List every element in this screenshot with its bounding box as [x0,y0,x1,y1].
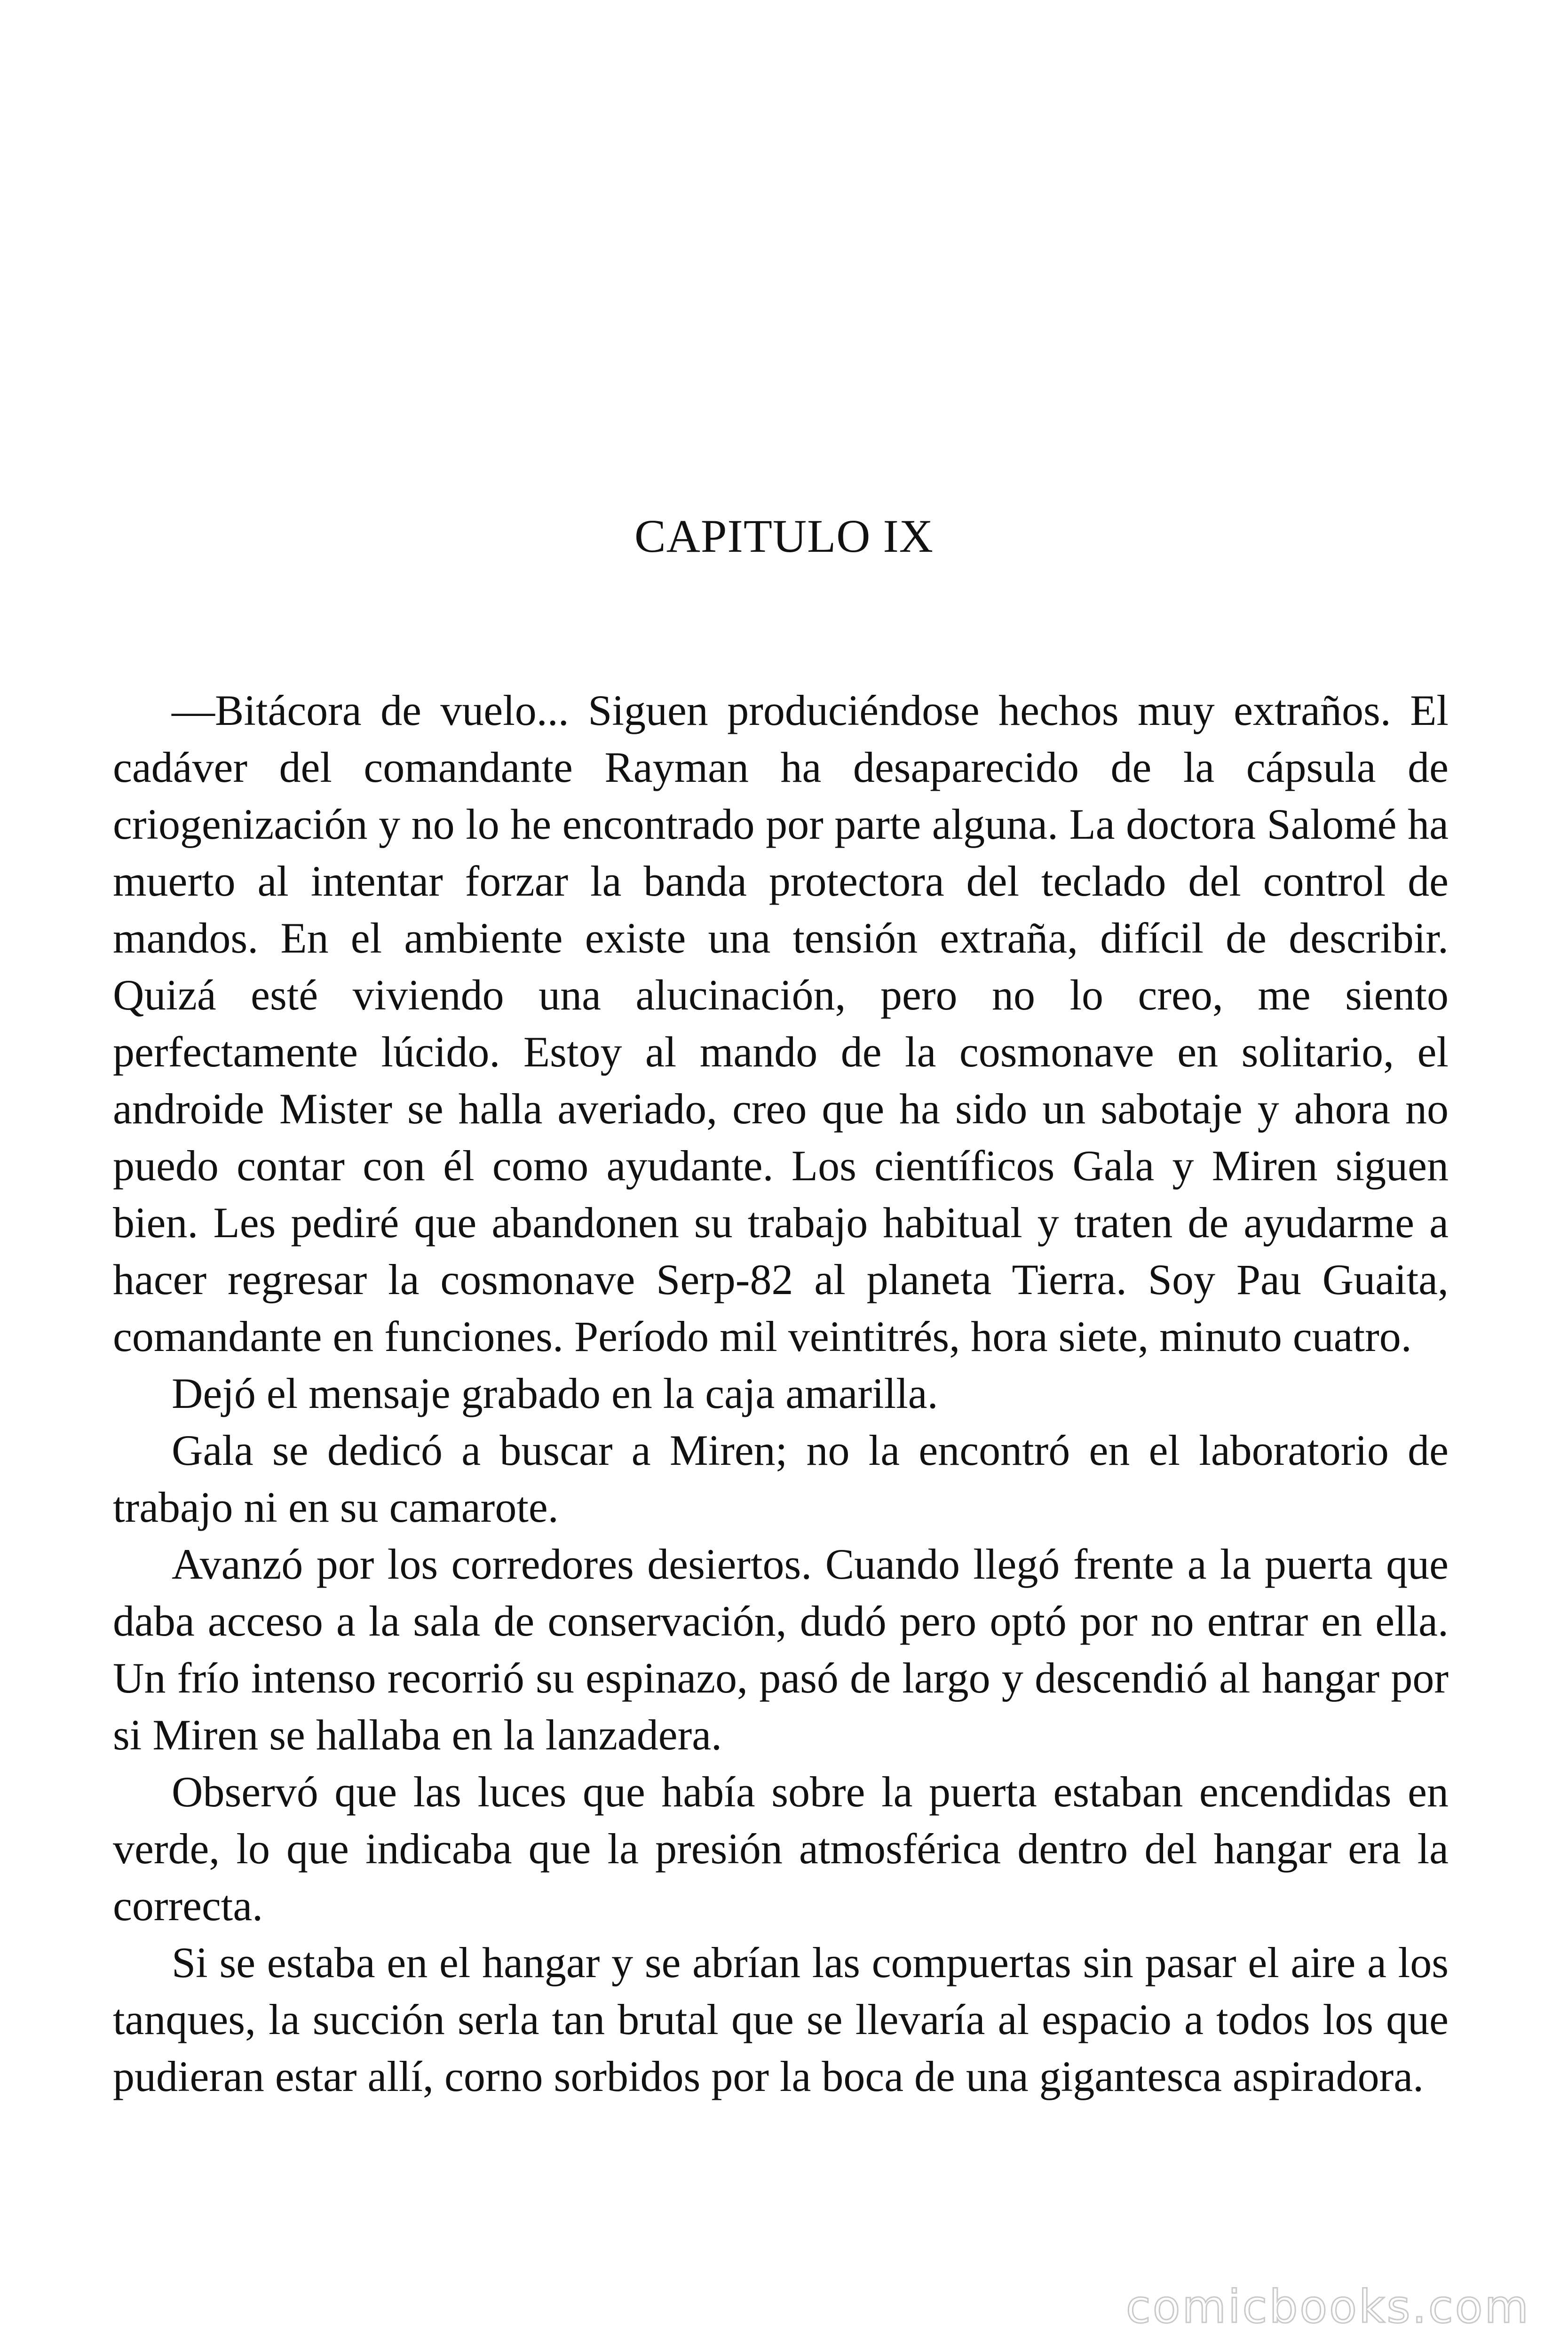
watermark-logo: comicbooks.com [1125,2280,1530,2333]
paragraph: Observó que las luces que había sobre la puerta estaban encendidas en verde, lo que indicaba que la presión atmosférica dentro del hangar era la correcta. [113,1768,1449,1930]
paragraph: Dejó el mensaje grabado en la caja amarilla. [172,1369,938,1417]
paragraph: Gala se dedicó a buscar a Miren; no la encontró en el laboratorio de trabajo ni en su camarote. [113,1426,1449,1531]
chapter-body [113,682,1449,2105]
paragraph: Avanzó por los corredores desiertos. Cuando llegó frente a la puerta que daba acceso a la sala de conservación, dudó pero optó por no entrar en ella. Un frío intenso recorrió su espinazo, pasó de largo y descendió al hangar por si Miren se hallaba en la lanzadera. [113,1540,1449,1759]
paragraph: —Bitácora de vuelo... Siguen produciéndose hechos muy extraños. El cadáver del comandante Rayman ha desaparecido de la cápsula de criogenización y no lo he encontrado por parte alguna. La doctora Salomé ha muerto al intentar forzar la banda protectora del teclado del control de mandos. En el ambiente existe una tensión extraña, difícil de describir. Quizá esté viviendo una alucinación, pero no lo creo, me siento perfectamente lúcido. Estoy al mando de la cosmonave en solitario, el androide Mister se halla averiado, creo que ha sido un sabotaje y ahora no puedo contar con él como ayudante. Los científicos Gala y Miren siguen bien. Les pediré que abandonen su trabajo habitual y traten de ayudarme a hacer regresar la cosmonave Serp-82 al planeta Tierra. Soy Pau Guaita, comandante en funciones. Período mil veintitrés, hora siete, minuto cuatro. [113,686,1449,1360]
paragraph: Si se estaba en el hangar y se abrían las compuertas sin pasar el aire a los tanques, la succión serla tan brutal que se llevaría al espacio a todos los que pudieran estar allí, corno sorbidos por la boca de una gigantesca aspiradora. [113,1939,1449,2100]
chapter-title: CAPITULO IX [634,510,934,562]
